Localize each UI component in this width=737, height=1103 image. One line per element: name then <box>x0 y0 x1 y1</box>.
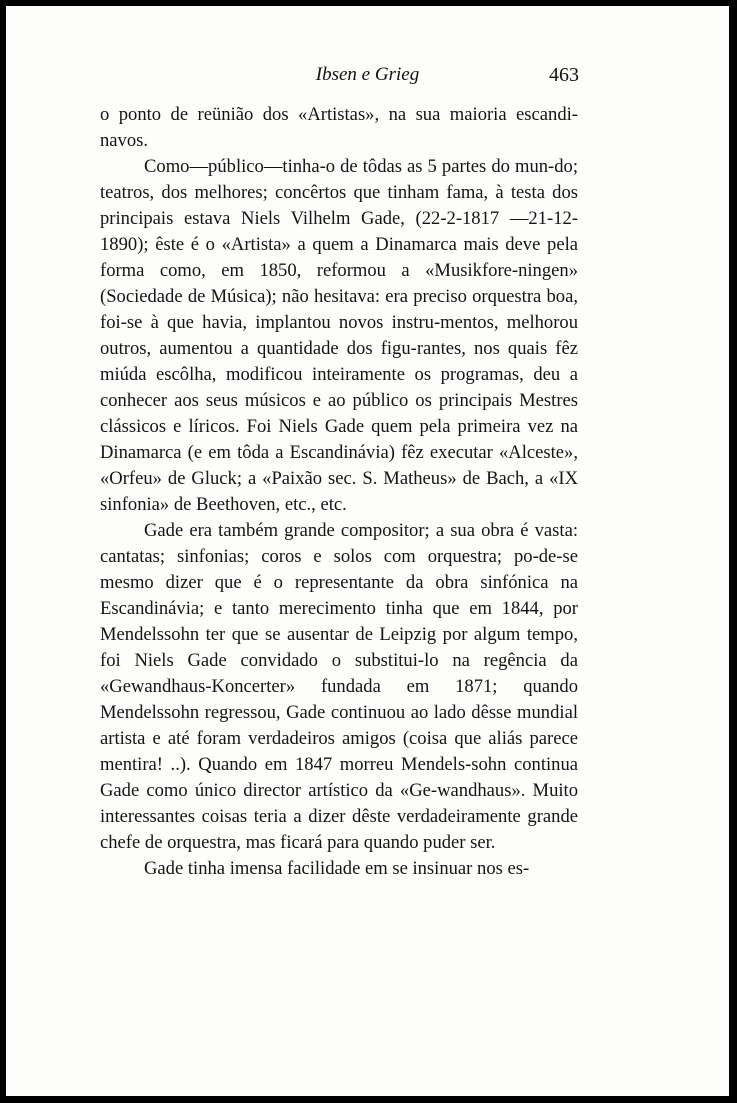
page-header <box>6 64 729 94</box>
paragraph: Como—público—tinha-o de tôdas as 5 partes do mun-do; teatros, dos melhores; concêrtos que tinham fama, à testa dos principais estava Niels Vilhelm Gade, (22-2-1817 —21-12-1890); êste é o «Artista» a quem a Dinamarca mais deve pela forma como, em 1850, reformou a «Musikfore-ningen» (Sociedade de Música); não hesitava: era preciso orquestra boa, foi-se à que havia, implantou novos instru-mentos, melhorou outros, aumentou a quantidade dos figu-rantes, nos quais fêz miúda escôlha, modificou inteiramente os programas, deu a conhecer aos seus músicos e ao público os principais Mestres clássicos e líricos. Foi Niels Gade quem pela primeira vez na Dinamarca (e em tôda a Escandinávia) fêz executar «Alceste», «Orfeu» de Gluck; a «Paixão sec. S. Matheus» de Bach, a «IX sinfonia» de Beethoven, etc., etc. <box>100 156 578 515</box>
body-text <box>100 102 578 882</box>
running-title: Ibsen e Grieg <box>315 64 420 85</box>
paragraph: Gade tinha imensa facilidade em se insinuar nos es- <box>144 858 530 879</box>
paragraph: Gade era também grande compositor; a sua obra é vasta: cantatas; sinfonias; coros e solos com orquestra; po-de-se mesmo dizer que é o representante da obra sinfónica na Escandinávia; e tanto merecimento tinha que em 1844, por Mendelssohn ter que se ausentar de Leipzig por algum tempo, foi Niels Gade convidado o substitui-lo na regência da «Gewandhaus-Koncerter» fundada em 1871; quando Mendelssohn regressou, Gade continuou ao lado dêsse mundial artista e até foram verdadeiros amigos (coisa que aliás parece mentira! ..). Quando em 1847 morreu Mendels-sohn continua Gade como único director artístico da «Ge-wandhaus». Muito interessantes coisas teria a dizer dêste verdadeiramente grande chefe de orquestra, mas ficará para quando puder ser. <box>100 520 578 853</box>
page-number: 463 <box>549 64 579 86</box>
paragraph: o ponto de reünião dos «Artistas», na sua maioria escandi-navos. <box>100 104 578 151</box>
book-page <box>6 6 729 1096</box>
